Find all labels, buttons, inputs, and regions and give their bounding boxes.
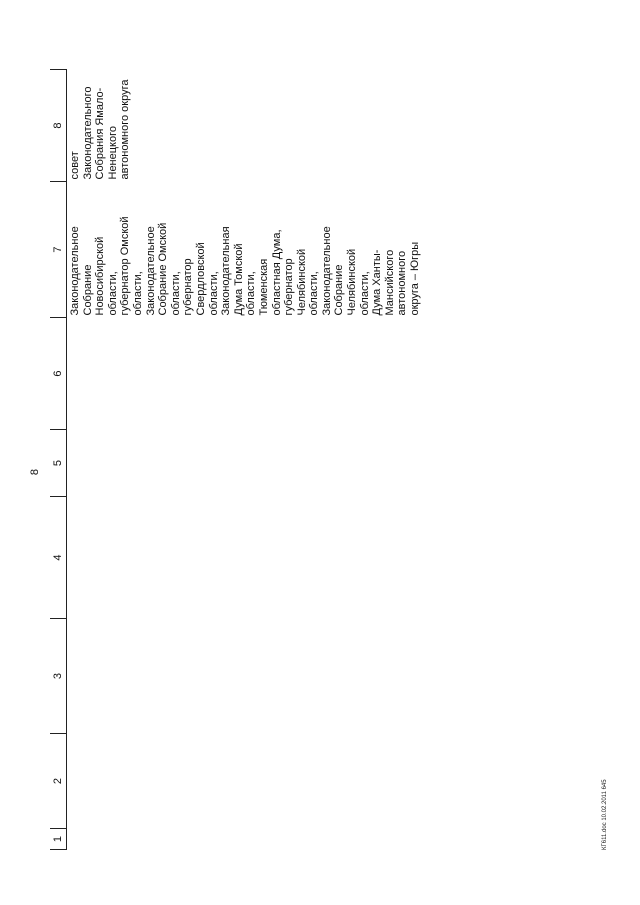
cell-col-5 <box>67 430 451 497</box>
footer-file-stamp: КГ611.doc 10.02.2011 645 <box>602 779 608 850</box>
cell-col-4 <box>67 497 451 619</box>
cell-col-3 <box>67 619 451 734</box>
column-header-4: 4 <box>50 497 67 619</box>
column-header-6: 6 <box>50 318 67 430</box>
page-number: 8 <box>29 468 41 476</box>
cell-col-8-authorities: совет Законодательного Собрания Ямало- Ненецкого автономного округа <box>69 79 132 180</box>
column-header-8: 8 <box>50 70 67 182</box>
column-header-5: 5 <box>50 430 67 497</box>
table-row <box>67 70 451 850</box>
cell-col-1 <box>67 829 451 850</box>
column-header-7: 7 <box>50 182 67 318</box>
column-header-1: 1 <box>50 829 67 850</box>
cell-col-2 <box>67 734 451 829</box>
cell-col-6 <box>67 318 451 430</box>
table-header-row <box>50 70 67 850</box>
column-header-2: 2 <box>50 734 67 829</box>
column-header-3: 3 <box>50 619 67 734</box>
cell-col-7-authorities: Законодательное Собрание Новосибирской области, губернатор Омской области, Законодательное Собрание Омской области, губернатор Свердловской области, Законодательная Дума Томской области, Тюменская областная Дума, губернатор Челябинской области, Законодательное Собрание Челябинской области, Дума Ханты- Мансийского автономного округа – Югры <box>69 216 422 316</box>
document-table <box>50 70 450 850</box>
